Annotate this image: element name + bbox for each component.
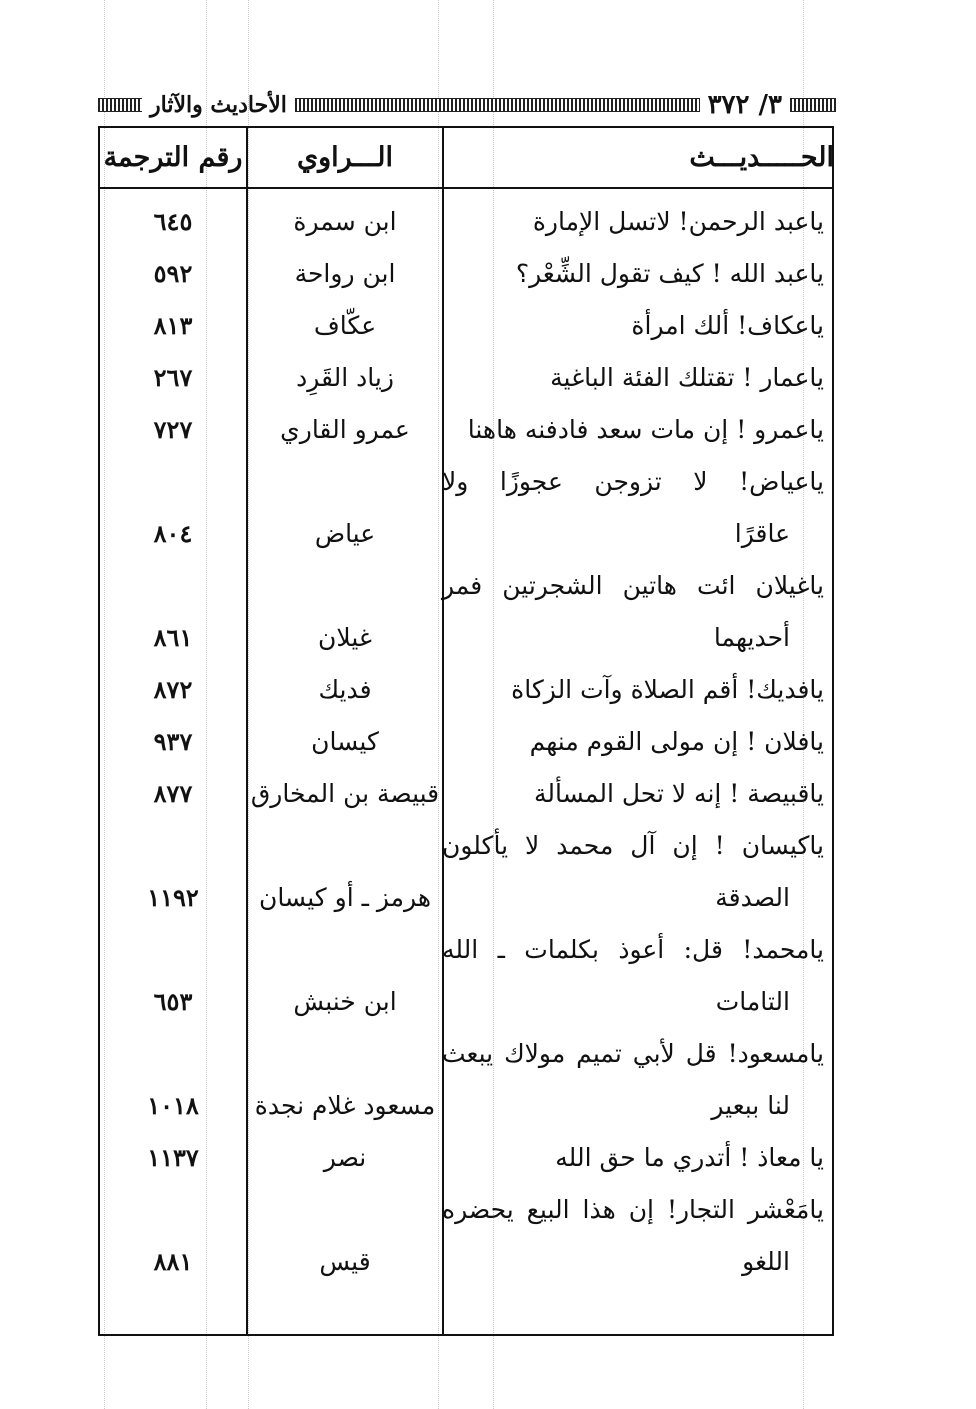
table-body <box>100 196 832 1288</box>
entry-number: ٨٦١ <box>153 623 193 652</box>
narrator: قيس <box>319 1247 371 1276</box>
entry-number: ١١٣٧ <box>147 1143 199 1172</box>
hadith-text <box>442 924 824 1028</box>
hadith-text <box>442 300 824 352</box>
table-row <box>100 404 832 456</box>
table-row <box>100 248 832 300</box>
narrator: عمرو القاري <box>280 415 410 444</box>
hadith-text <box>442 248 824 300</box>
table-row <box>100 716 832 768</box>
hadith-text <box>442 456 824 560</box>
narrator: نصر <box>323 1143 367 1172</box>
table-row <box>100 820 832 924</box>
column-header-entry-number: رقم الترجمة <box>103 142 243 173</box>
entry-number: ٨٧٢ <box>153 675 193 704</box>
hadith-line: ياعمرو ! إن مات سعد فادفنه هاهنا <box>467 415 824 444</box>
narrator: ابن خنبش <box>293 987 397 1016</box>
column-header-hadith: الحـــــديـــث <box>689 142 834 173</box>
entry-number: ٦٤٥ <box>153 207 193 236</box>
page-number: ٣/ ٣٧٢ <box>707 90 782 120</box>
table-row <box>100 300 832 352</box>
book-title: الأحاديث والآثار <box>150 92 287 118</box>
hadith-text <box>442 196 824 248</box>
header-ornament <box>295 98 700 112</box>
hadith-line: اللغو <box>742 1247 790 1276</box>
narrator: عياض <box>314 519 376 548</box>
hadith-index-table <box>98 126 834 1336</box>
table-row <box>100 1184 832 1288</box>
narrator: ابن سمرة <box>293 207 397 236</box>
hadith-line: التامات <box>715 987 790 1016</box>
table-row <box>100 1028 832 1132</box>
hadith-text <box>442 404 824 456</box>
hadith-line: يافديك! أقم الصلاة وآت الزكاة <box>511 675 824 704</box>
table-row <box>100 456 832 560</box>
narrator: كيسان <box>311 727 379 756</box>
header-divider <box>100 187 832 189</box>
narrator: مسعود غلام نجدة <box>254 1091 436 1120</box>
entry-number: ٥٩٢ <box>153 259 193 288</box>
hadith-text <box>442 768 824 820</box>
table-row <box>100 1132 832 1184</box>
entry-number: ٨٨١ <box>153 1247 193 1276</box>
hadith-text <box>442 560 824 664</box>
table-row <box>100 924 832 1028</box>
narrator: عكّاف <box>313 311 377 340</box>
table-row <box>100 664 832 716</box>
table-row <box>100 352 832 404</box>
narrator: زياد القَرِد <box>296 363 394 392</box>
entry-number: ٨٠٤ <box>153 519 193 548</box>
narrator: قبيصة بن المخارق <box>250 779 440 808</box>
narrator: فديك <box>318 675 372 704</box>
hadith-line: ياعمار ! تقتلك الفئة الباغية <box>550 363 824 392</box>
hadith-text <box>442 664 824 716</box>
entry-number: ٩٣٧ <box>153 727 193 756</box>
entry-number: ٧٢٧ <box>153 415 193 444</box>
entry-number: ٦٥٣ <box>153 987 193 1016</box>
hadith-line: يامحمد! قل: أعوذ بكلمات ـ الله <box>442 935 824 964</box>
entry-number: ١٠١٨ <box>147 1091 199 1120</box>
hadith-line: ياكيسان ! إن آل محمد لا يأكلون <box>442 831 824 860</box>
table-row <box>100 768 832 820</box>
hadith-line: يافلان ! إن مولى القوم منهم <box>529 727 824 756</box>
hadith-line: ياعكاف! ألك امرأة <box>631 311 824 340</box>
entry-number: ١١٩٢ <box>147 883 199 912</box>
column-header-narrator: الـــراوي <box>296 142 394 173</box>
hadith-text <box>442 820 824 924</box>
header-ornament <box>98 98 142 112</box>
hadith-line: يامسعود! قل لأبي تميم مولاك يبعث <box>442 1039 824 1068</box>
entry-number: ٨٧٧ <box>153 779 193 808</box>
entry-number: ٨١٣ <box>153 311 193 340</box>
hadith-line: ياقبيصة ! إنه لا تحل المسألة <box>533 779 824 808</box>
hadith-line: ياعبد الرحمن! لاتسل الإمارة <box>532 207 824 236</box>
running-header <box>98 90 836 120</box>
hadith-text <box>442 716 824 768</box>
hadith-line: يا معاذ ! أتدري ما حق الله <box>555 1143 824 1172</box>
entry-number: ٢٦٧ <box>153 363 193 392</box>
table-row <box>100 560 832 664</box>
hadith-line: أحديهما <box>713 623 790 652</box>
hadith-line: ياغيلان ائت هاتين الشجرتين فمر <box>442 571 824 600</box>
hadith-line: يامَعْشر التجار! إن هذا البيع يحضره <box>442 1195 824 1224</box>
hadith-text <box>442 352 824 404</box>
narrator: غيلان <box>318 623 372 652</box>
hadith-line: لنا ببعير <box>711 1091 790 1120</box>
narrator: هرمز ـ أو كيسان <box>258 883 432 912</box>
hadith-text <box>442 1184 824 1288</box>
hadith-line: ياعياض! لا تزوجن عجوزًا ولا <box>442 467 824 496</box>
hadith-line: الصدقة <box>715 883 790 912</box>
table-row <box>100 196 832 248</box>
hadith-text <box>442 1132 824 1184</box>
header-ornament <box>790 98 836 112</box>
narrator: ابن رواحة <box>294 259 396 288</box>
hadith-line: ياعبد الله ! كيف تقول الشِّعْر؟ <box>515 259 824 288</box>
hadith-text <box>442 1028 824 1132</box>
hadith-line: عاقرًا <box>734 519 790 548</box>
